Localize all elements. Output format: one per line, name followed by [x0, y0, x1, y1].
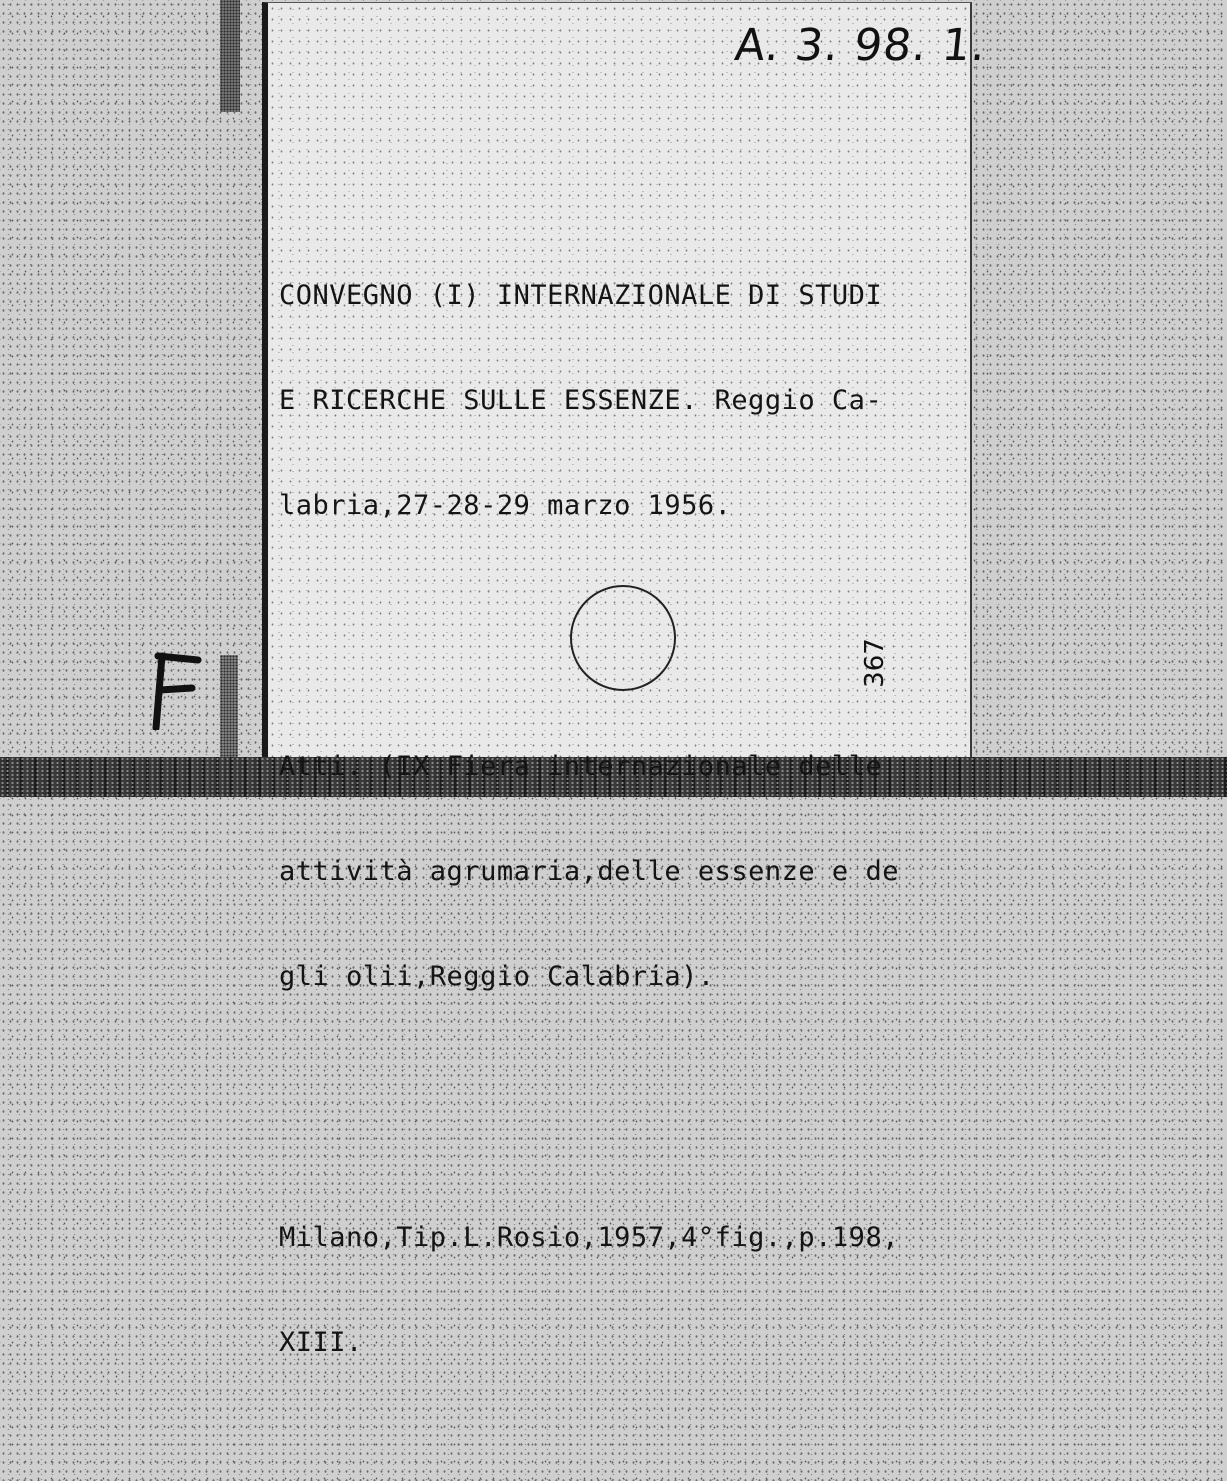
text-line: attività agrumaria,delle essenze e de	[279, 856, 899, 887]
text-line: Milano,Tip.L.Rosio,1957,4°fig.,p.198,	[279, 1222, 899, 1253]
text-line: Atti. (IX Fiera internazionale delle	[279, 751, 883, 782]
shelfmark: A. 3. 98. 1.	[732, 20, 989, 71]
card-body	[279, 138, 959, 1481]
handwritten-f-mark-icon	[148, 650, 203, 730]
text-line: gli olii,Reggio Calabria).	[279, 961, 715, 992]
binder-strip-bottom	[220, 655, 238, 757]
text-line: E RICERCHE SULLE ESSENZE. Reggio Ca-	[279, 385, 883, 416]
text-line: labria,27-28-29 marzo 1956.	[279, 490, 732, 521]
side-number: 367	[860, 638, 890, 688]
text-line: CONVEGNO (I) INTERNAZIONALE DI STUDI	[279, 280, 883, 311]
heading-block	[279, 208, 959, 593]
title-block	[279, 679, 959, 1064]
text-line: XIII.	[279, 1327, 363, 1358]
binder-strip-top	[220, 0, 240, 112]
imprint-block	[279, 1150, 959, 1430]
punch-hole-circle-icon	[570, 585, 676, 691]
